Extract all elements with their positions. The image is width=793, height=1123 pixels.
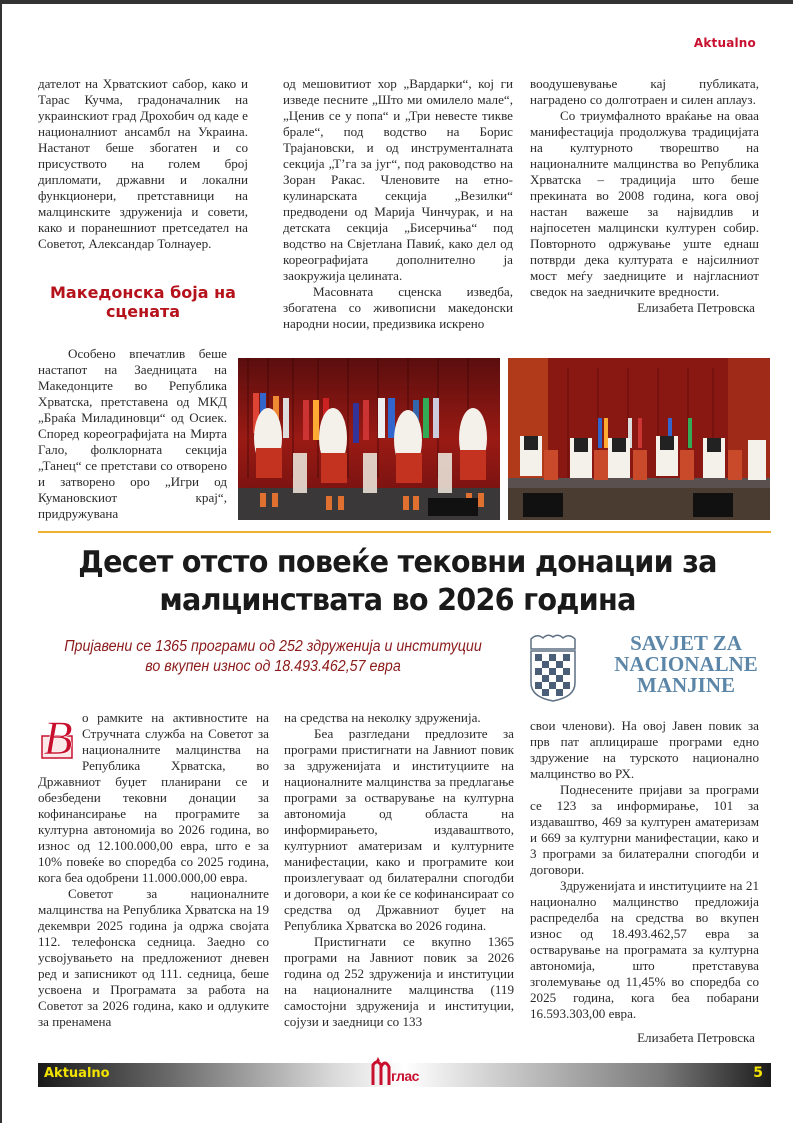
page-footer — [38, 1063, 771, 1087]
article2-paragraph: Поднесените пријави за програми се 123 за информирање, 101 за издаваштво, 469 за културен аматеризам и 669 за културни манифестации, како и 3 програми за билатерални спогодби и договори. — [530, 782, 759, 877]
page-number: 5 — [753, 1065, 763, 1081]
article2-paragraph: свои членови). На овој Јавен повик за прв пат аплицираше програми едно здружение на турското национално малцинство во РХ. — [530, 718, 759, 781]
article1-paragraph: Масовната сценска изведба, збогатена со живописни македонски народни носии, предизвика искрено — [283, 284, 513, 331]
logo-line: NACIONALNE — [614, 652, 758, 676]
article1-column-2 — [283, 76, 513, 332]
article2-signature: Елизабета Петровска — [637, 1030, 755, 1045]
article1-paragraph: дателот на Хрватскиот сабор, како и Тарас Кучма, градоначалник на украинскиот град Дрохобич од каде е националниот ансамбл на Украина. Настанот беше збогатен и со присуството на голем број дипломати, државни и локални функционери, претставници на малцинските здруженија и совети, како и поранешниот претседател на Советот, Александар Толнауер. — [38, 76, 248, 251]
article2-paragraph: Пристигнати се вкупно 1365 програми на Јавниот повик за 2026 година од 252 здруженија и институции на националните малцинства (119 самостојни здруженија и институции, сојузи и заедници со 133 — [284, 934, 514, 1029]
dropcap-letter — [38, 712, 78, 760]
article1-paragraph: Со триумфалното враќање на оваа манифестација продолжува традицијата на културното творештво на националните малцинства во Република Хрватска – традиција што беше прекината во 2008 година, кога овој настан важеше за највидлив и најпосетен малцински културен собир. Повторното одржување уште еднаш потврди дека културата е најсилниот мост меѓу заедниците и најгласниот сведок на заедничките вредности. — [530, 108, 759, 299]
article2-deck — [57, 637, 489, 677]
article2-paragraph: на средства на неколку здруженија. — [284, 710, 481, 725]
article1-column-3 — [530, 76, 759, 316]
logo-line: MANJINE — [637, 673, 735, 697]
article2-column-3 — [530, 718, 759, 1046]
article1-paragraph: воодушевување кај публиката, наградено со долготраен и силен аплауз. — [530, 76, 759, 107]
article1-column-1b — [38, 346, 227, 522]
article1-signature: Елизабета Петровска — [637, 300, 755, 315]
dropcap-glyph: В — [43, 712, 73, 760]
deck-line: Пријавени се 1365 програми од 252 здруженија и институции — [64, 638, 482, 655]
article2-paragraph: о рамките на активностите на Стручната служба на Советот за националните малцинства на Република Хрватска, во Државниот буџет планирани се и обезбедени тековни донации за кофинансирање на програмите за културна автономија во 2026 година, во износ од 12.100.000,00 евра, што е за 10% повеќе во споредба со 2025 година, кога беа одобрени 11.000.000,00 евра. — [38, 710, 269, 885]
article2-column-2 — [284, 710, 514, 1030]
article2-headline: Десет отсто повеќе тековни донации за малцинствата во 2026 година — [78, 545, 717, 618]
folk-dance-photo-circle — [238, 358, 500, 520]
window-frame-left — [0, 0, 2, 1123]
article2-paragraph: Здруженијата и институциите на 21 национално малцинство предложија распределба на средства во вкупен износ од 18.493.462,57 евра за остварување на програмата за културна автономија, што претставува зголемување од 11,45% во споредба со 2025 година, кога беа побарани 16.593.303,00 евра. — [530, 878, 759, 1021]
glas-logo-text: глас — [391, 1068, 419, 1084]
folk-dance-photo-line — [508, 358, 770, 520]
article2-paragraph: Советот за националните малцинства на Република Хрватска на 19 декември 2025 година ја одржа својата 112. телефонска седница. Заедно со усвојувањето на предложениот дневен ред и записникот од 111. седница, беше усвоена и Програмата за работа на Советот за 2026 година, како и одлуките за пренамена — [38, 886, 269, 1029]
section-divider — [38, 531, 771, 533]
savjet-logo — [527, 633, 767, 703]
article1-subheading: Македонска боја на сцената — [50, 283, 236, 321]
footer-section-label: Aktualno — [44, 1066, 110, 1081]
article1-paragraph: од мешовитиот хор „Вардарки“, кој ги изведе песните „Што ми омилело мале“, „Ценив се у попа“ и „Три невесте тикве брале“, под водство на Борис Трајановски, и од инструменталната секција „Т’га за југ“, под раководство на Зоран Ракас. Членовите на етно-кулинарската секција „Везилки“ предводени од Марија Чинчурак, и на детската секција „Бисерчиња“ под водство на Свјетлана Павиќ, како дел од кореографијата дополнително ја заокружија целината. — [283, 76, 513, 283]
croatian-coat-of-arms-icon — [527, 633, 579, 703]
article1-paragraph: Особено впечатлив беше настапот на Заедницата на Македонците во Република Хрватска, претставена од МКД „Браќа Миладиновци“ од Осиек. Според кореографијата на Мирта Гало, фолклорната секција „Танец“ се претстави со отворено и затворено оро „Игри од Кумановскиот крај“, придружувана — [38, 346, 227, 521]
savjet-logo-text — [601, 633, 771, 696]
glas-logo — [371, 1057, 431, 1089]
logo-line: SAVJET ZA — [630, 631, 742, 655]
article1-column-1 — [38, 76, 248, 252]
deck-line: во вкупен износ од 18.493.462,57 евра — [145, 658, 401, 675]
window-frame-top — [0, 0, 793, 4]
article2-column-1 — [38, 710, 269, 1030]
section-label-top: Aktualno — [693, 36, 756, 50]
article2-paragraph: Беа разгледани предлозите за програми пристигнати на Јавниот повик за здруженијата и институциите на националните малцинства за предлагање програми за остварување на културна автономија од областа на информирањето, издаваштвото, културниот аматеризам и културните манифестации, како и програмите кои произлегуваат од билатерални спогодби и договори, а кои ќе се кофинансираат со средства од Државниот буџет на Република Хрватска во 2026 година. — [284, 726, 514, 933]
